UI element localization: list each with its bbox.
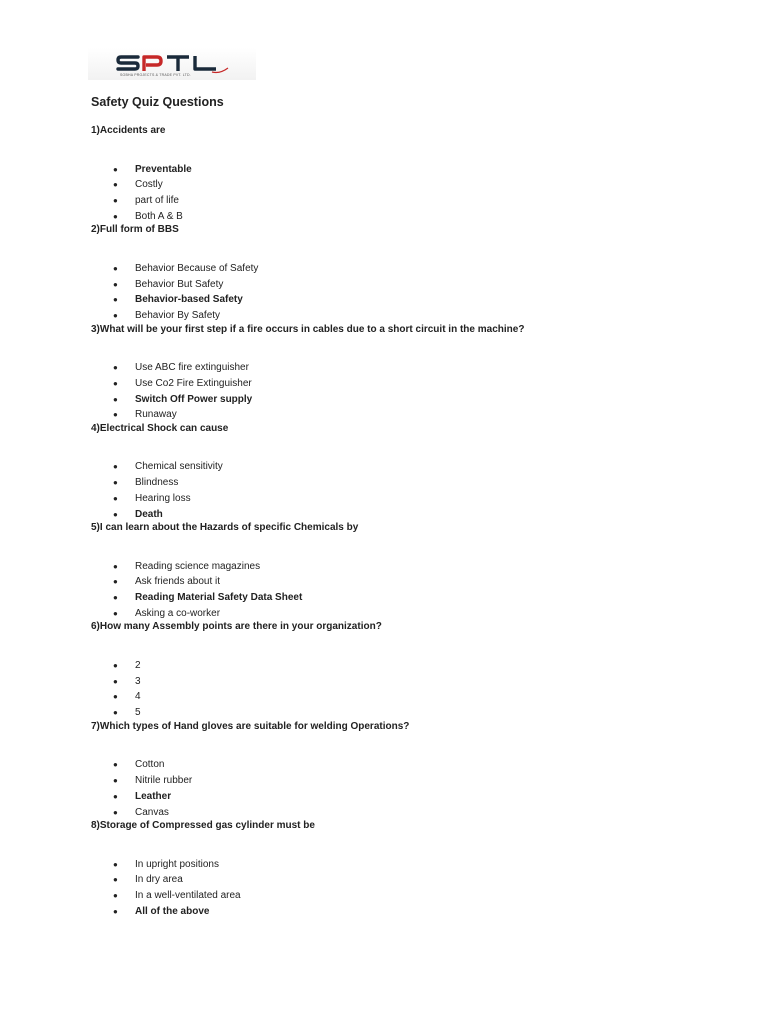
option-label: Use ABC fire extinguisher [135,362,249,374]
answer-option-correct [91,507,751,523]
answer-options [91,559,751,622]
company-logo [88,48,256,80]
option-label: Cotton [135,759,165,771]
answer-option [91,574,751,590]
answer-option [91,872,751,888]
answer-option [91,459,751,475]
quiz-question [91,819,751,918]
answer-option [91,376,751,392]
answer-option [91,193,751,209]
bullet-icon: ● [113,776,118,786]
bullet-icon: ● [113,164,118,174]
option-label: Behavior Because of Safety [135,262,259,274]
bullet-icon: ● [113,462,118,472]
option-label: 4 [135,691,141,703]
answer-option [91,888,751,904]
option-label: Both A & B [135,210,183,222]
answer-options [91,360,751,423]
bullet-icon: ● [113,561,118,571]
answer-option [91,308,751,324]
answer-option-correct [91,590,751,606]
bullet-icon: ● [113,279,118,289]
answer-options [91,261,751,324]
answer-options [91,459,751,522]
quiz-question [91,323,751,422]
answer-option [91,773,751,789]
question-text: 4)Electrical Shock can cause [91,422,229,434]
bullet-icon: ● [113,196,118,205]
option-label: Behavior By Safety [135,310,221,322]
option-label: Runaway [135,409,177,421]
option-label: Hearing loss [135,492,191,504]
quiz-question [91,124,751,223]
answer-option [91,407,751,423]
option-label: Asking a co-worker [135,607,221,619]
quiz-question [91,223,751,322]
bullet-icon: ● [113,478,118,488]
option-label: Switch Off Power supply [135,393,253,405]
bullet-icon: ● [113,378,118,388]
option-label: Nitrile rubber [135,775,193,787]
bullet-icon: ● [113,791,118,801]
bullet-icon: ● [113,676,118,686]
answer-option-correct [91,292,751,308]
answer-option [91,857,751,873]
question-text: 7)Which types of Hand gloves are suitable for welding Operations? [91,720,410,732]
answer-option [91,559,751,575]
option-label: 5 [135,707,141,719]
option-label: Chemical sensitivity [135,461,223,473]
option-label: Death [135,508,163,520]
question-text: 2)Full form of BBS [91,224,179,236]
answer-option [91,805,751,821]
option-label: In upright positions [135,858,219,870]
bullet-icon: ● [113,509,118,519]
answer-option [91,491,751,507]
answer-option [91,209,751,225]
quiz-question [91,720,751,819]
bullet-icon: ● [113,708,118,718]
bullet-icon: ● [113,807,118,817]
question-text: 3)What will be your first step if a fire occurs in cables due to a short circuit in the machine? [91,323,525,335]
bullet-icon: ● [113,660,118,670]
option-label: Use Co2 Fire Extinguisher [135,377,252,389]
answer-options [91,857,751,920]
answer-option [91,277,751,293]
quiz-list [91,124,751,918]
quiz-question [91,620,751,719]
answer-options [91,658,751,721]
bullet-icon: ● [113,311,118,321]
bullet-icon: ● [113,891,118,901]
question-text: 6)How many Assembly points are there in your organization? [91,621,382,633]
answer-options [91,162,751,225]
option-label: 3 [135,675,141,687]
bullet-icon: ● [113,493,118,503]
answer-option [91,261,751,277]
question-text: 1)Accidents are [91,125,166,136]
bullet-icon: ● [113,760,118,770]
option-label: In dry area [135,874,183,886]
answer-option [91,658,751,674]
option-label: In a well-ventilated area [135,890,241,902]
bullet-icon: ● [113,692,118,702]
answer-option [91,360,751,376]
bullet-icon: ● [113,875,118,885]
question-text: 8)Storage of Compressed gas cylinder must be [91,820,315,832]
answer-option [91,475,751,491]
bullet-icon: ● [113,180,118,190]
answer-option [91,606,751,622]
answer-option-correct [91,789,751,805]
bullet-icon: ● [113,410,118,420]
option-label: All of the above [135,905,210,917]
answer-option [91,674,751,690]
answer-options [91,757,751,820]
logo-tagline: SOBHA PROJECTS & TRADE PVT. LTD. [120,73,191,77]
option-label: Behavior But Safety [135,278,224,290]
option-label: Reading science magazines [135,560,261,572]
bullet-icon: ● [113,363,118,373]
option-label: Canvas [135,806,169,818]
bullet-icon: ● [113,608,118,618]
bullet-icon: ● [113,859,118,869]
answer-option [91,689,751,705]
bullet-icon: ● [113,394,118,404]
answer-option [91,705,751,721]
option-label: Blindness [135,477,179,489]
option-label: part of life [135,195,179,206]
option-label: Preventable [135,163,192,175]
bullet-icon: ● [113,263,118,273]
quiz-question [91,422,751,521]
option-label: Costly [135,179,163,191]
option-label: Reading Material Safety Data Sheet [135,592,303,604]
option-label: Leather [135,790,172,802]
bullet-icon: ● [113,295,118,305]
answer-option [91,757,751,773]
bullet-icon: ● [113,211,118,221]
option-label: 2 [135,659,141,671]
bullet-icon: ● [113,577,118,587]
bullet-icon: ● [113,593,118,603]
bullet-icon: ● [113,906,118,916]
answer-option [91,177,751,193]
answer-option-correct [91,392,751,408]
answer-option-correct [91,904,751,920]
quiz-question [91,521,751,620]
option-label: Ask friends about it [135,576,221,588]
answer-option-correct [91,162,751,178]
option-label: Behavior-based Safety [135,294,243,306]
question-text: 5)I can learn about the Hazards of specific Chemicals by [91,522,359,534]
page-title: Safety Quiz Questions [91,95,224,109]
